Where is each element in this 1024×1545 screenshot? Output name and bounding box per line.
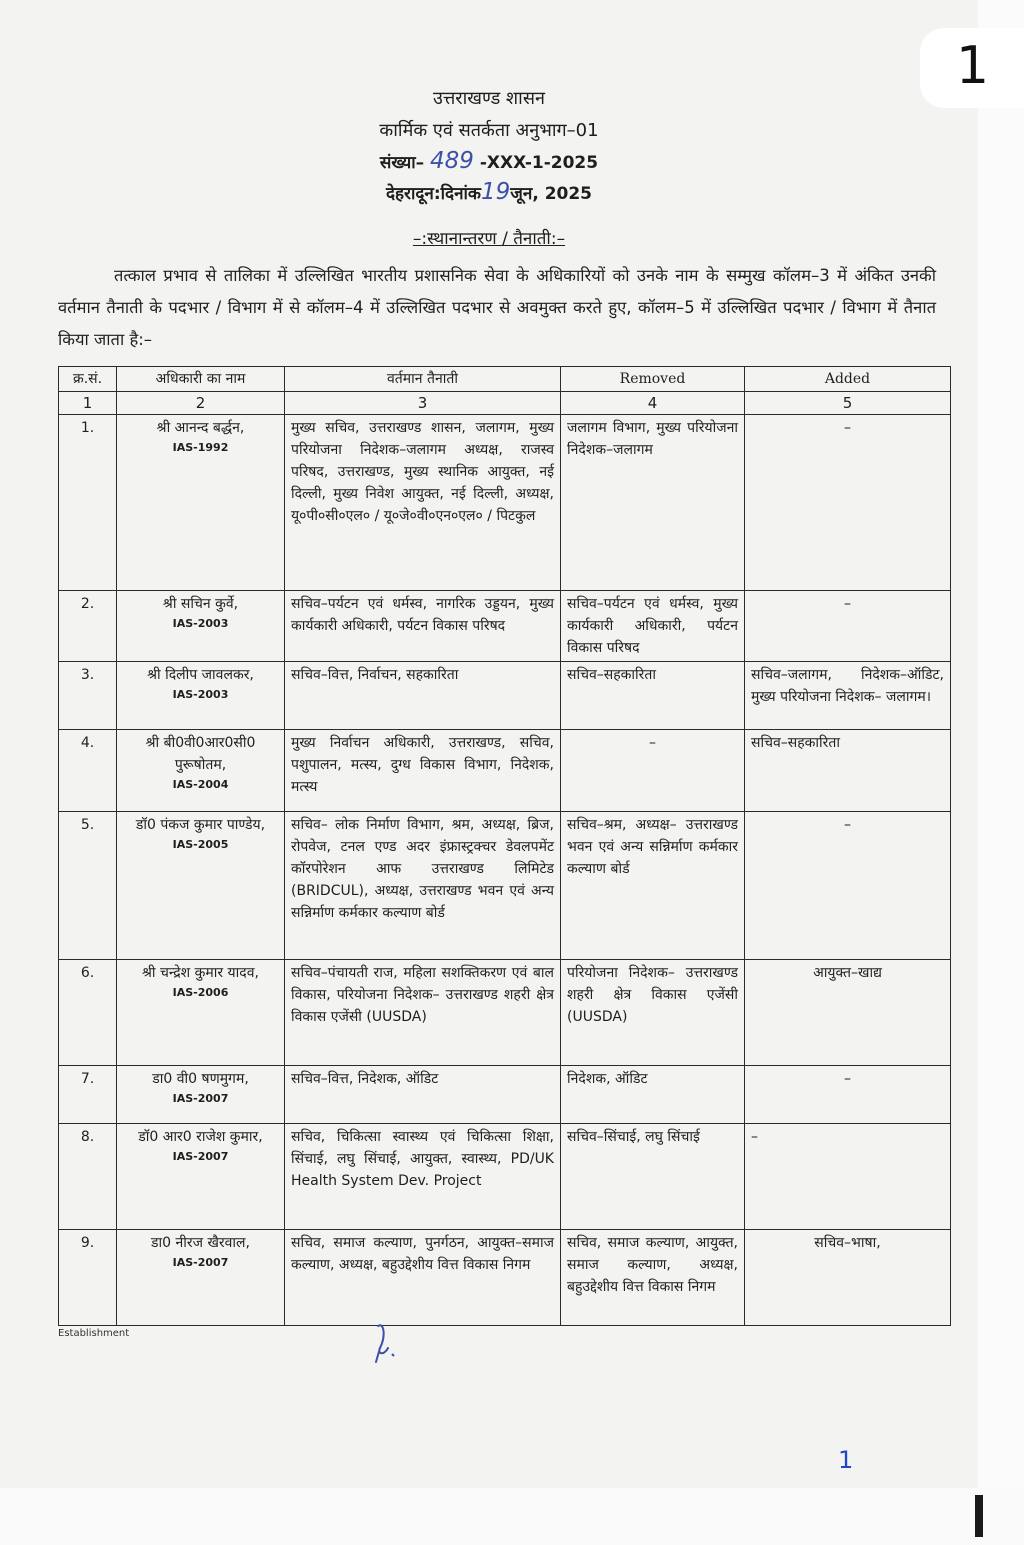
row-sn: 9. [59, 1230, 117, 1326]
order-number-handwritten: 489 [430, 148, 474, 174]
column-number: 2 [117, 392, 285, 415]
column-number-row [59, 392, 951, 415]
added-posting: – [745, 415, 951, 591]
order-number-prefix: संख्या– [379, 153, 425, 173]
officer-name-text: श्री सचिन कुर्वे, [162, 596, 239, 612]
table-header-row [59, 367, 951, 392]
current-posting: सचिव, समाज कल्याण, पुनर्गठन, आयुक्त–समाज कल्याण, अध्यक्ष, बहुउद्देशीय वित्त विकास निगम [285, 1230, 561, 1326]
signature-mark [370, 1318, 414, 1370]
row-sn: 4. [59, 730, 117, 812]
current-posting: मुख्य निर्वाचन अधिकारी, उत्तराखण्ड, सचिव, पशुपालन, मत्स्य, दुग्ध विकास विभाग, निदेशक, मत्स्य [285, 730, 561, 812]
officer-service: IAS-2007 [172, 1150, 229, 1163]
row-sn: 1. [59, 415, 117, 591]
table-row [59, 591, 951, 662]
order-subject: –:स्थानान्तरण / तैनाती:– [412, 229, 566, 249]
order-number-suffix: -XXX-1-2025 [479, 153, 599, 173]
bottom-margin [0, 1488, 1024, 1545]
added-posting: सचिव–भाषा, [745, 1230, 951, 1326]
table-row [59, 1066, 951, 1124]
officer-service: IAS-2003 [172, 688, 229, 701]
table-row [59, 1124, 951, 1230]
officer-service: IAS-2004 [172, 778, 229, 791]
officer-service: IAS-2007 [172, 1092, 229, 1105]
order-number [0, 148, 978, 174]
added-posting: आयुक्त–खाद्य [745, 960, 951, 1066]
officer-name-text: श्री आनन्द बर्द्धन, [156, 420, 245, 436]
officer-name [117, 1230, 285, 1326]
removed-posting: परियोजना निदेशक– उत्तराखण्ड शहरी क्षेत्र विकास एजेंसी (UUSDA) [561, 960, 745, 1066]
current-posting: सचिव–पर्यटन एवं धर्मस्व, नागरिक उड्डयन, मुख्य कार्यकारी अधिकारी, पर्यटन विकास परिषद [285, 591, 561, 662]
row-sn: 8. [59, 1124, 117, 1230]
edge-mark [975, 1495, 983, 1537]
removed-posting: निदेशक, ऑडिट [561, 1066, 745, 1124]
officer-name-text: डॉ0 आर0 राजेश कुमार, [138, 1129, 263, 1145]
officer-name [117, 1066, 285, 1124]
officer-name-text: श्री बी0वी0आर0सी0 पुरूषोतम, [145, 735, 256, 773]
column-number: 4 [561, 392, 745, 415]
column-number: 3 [285, 392, 561, 415]
removed-posting: सचिव–सहकारिता [561, 662, 745, 730]
department-name: कार्मिक एवं सतर्कता अनुभाग–01 [379, 120, 599, 141]
officer-service: IAS-2003 [172, 617, 229, 630]
header-sn: क्र.सं. [59, 367, 117, 392]
officer-service: IAS-2005 [172, 838, 229, 851]
order-date-handwritten: 19 [480, 179, 511, 205]
removed-posting: सचिव, समाज कल्याण, आयुक्त, समाज कल्याण, अध्यक्ष, बहुउद्देशीय वित्त विकास निगम [561, 1230, 745, 1326]
officer-name [117, 1124, 285, 1230]
officer-name-text: डॉ0 पंकज कुमार पाण्डेय, [135, 817, 266, 833]
officer-name [117, 960, 285, 1066]
intro-paragraph: तत्काल प्रभाव से तालिका में उल्लिखित भारतीय प्रशासनिक सेवा के अधिकारियों को उनके नाम के सम्मुख कॉलम–3 में अंकित उनकी वर्तमान तैनाती के पदभार / विभाग में से कॉलम–4 में उल्लिखित पदभार से अवमुक्त करते हुए, कॉलम–5 में उल्लिखित पदभार / विभाग में तैनात किया जाता है:– [58, 266, 936, 349]
row-sn: 5. [59, 812, 117, 960]
row-sn: 7. [59, 1066, 117, 1124]
added-posting: – [745, 1124, 951, 1230]
bottom-page-number: 1 [838, 1446, 854, 1474]
officer-name-text: डा0 नीरज खैरवाल, [151, 1235, 250, 1251]
officer-name-text: श्री दिलीप जावलकर, [147, 667, 254, 683]
current-posting: मुख्य सचिव, उत्तराखण्ड शासन, जलागम, मुख्य परियोजना निदेशक–जलागम अध्यक्ष, राजस्व परिषद, उत्तराखण्ड, मुख्य स्थानिक आयुक्त, नई दिल्ली, मुख्य निवेश आयुक्त, नई दिल्ली, अध्यक्ष, यू०पी०सी०एल० / यू०जे०वी०एन०एल० / पिटकुल [285, 415, 561, 591]
added-posting: सचिव–जलागम, निदेशक–ऑडिट, मुख्य परियोजना निदेशक– जलागम। [745, 662, 951, 730]
govt-name: उत्तराखण्ड शासन [432, 88, 545, 109]
current-posting: सचिव– लोक निर्माण विभाग, श्रम, अध्यक्ष, ब्रिज, रोपवेज, टनल एण्ड अदर इंफ्रास्ट्रक्चर डेवलपमेंट कॉरपोरेशन आफ उत्तराखण्ड लिमिटेड (BRIDCUL), अध्यक्ष, उत्तराखण्ड भवन एवं अन्य सन्निर्माण कर्मकार कल्याण बोर्ड [285, 812, 561, 960]
order-date [0, 179, 978, 205]
table-row [59, 662, 951, 730]
row-sn: 6. [59, 960, 117, 1066]
current-posting: सचिव–वित्त, निदेशक, ऑडिट [285, 1066, 561, 1124]
header-officer-name: अधिकारी का नाम [117, 367, 285, 392]
order-date-prefix: देहरादून:दिनांक [385, 184, 481, 204]
current-posting: सचिव–वित्त, निर्वाचन, सहकारिता [285, 662, 561, 730]
added-posting: सचिव–सहकारिता [745, 730, 951, 812]
transfer-table [58, 366, 951, 1326]
officer-service: IAS-2006 [172, 986, 229, 999]
header-current-posting: वर्तमान तैनाती [285, 367, 561, 392]
right-margin [978, 0, 1024, 1488]
officer-name [117, 730, 285, 812]
officer-service: IAS-1992 [172, 441, 229, 454]
column-number: 1 [59, 392, 117, 415]
removed-posting: सचिव–सिंचाई, लघु सिंचाई [561, 1124, 745, 1230]
added-posting: – [745, 1066, 951, 1124]
corner-page-number: 1 [956, 36, 990, 96]
table-row [59, 960, 951, 1066]
officer-name-text: डा0 वी0 षणमुगम, [152, 1071, 249, 1087]
table-row [59, 730, 951, 812]
current-posting: सचिव, चिकित्सा स्वास्थ्य एवं चिकित्सा शिक्षा, सिंचाई, लघु सिंचाई, आयुक्त, स्वास्थ्य, PD/UK Health System Dev. Project [285, 1124, 561, 1230]
column-number: 5 [745, 392, 951, 415]
header-added: Added [745, 367, 951, 392]
removed-posting: सचिव–पर्यटन एवं धर्मस्व, मुख्य कार्यकारी अधिकारी, पर्यटन विकास परिषद [561, 591, 745, 662]
current-posting: सचिव–पंचायती राज, महिला सशक्तिकरण एवं बाल विकास, परियोजना निदेशक– उत्तराखण्ड शहरी क्षेत्र विकास एजेंसी (UUSDA) [285, 960, 561, 1066]
added-posting: – [745, 591, 951, 662]
removed-posting: – [561, 730, 745, 812]
table-row [59, 1230, 951, 1326]
row-sn: 3. [59, 662, 117, 730]
added-posting: – [745, 812, 951, 960]
row-sn: 2. [59, 591, 117, 662]
removed-posting: सचिव–श्रम, अध्यक्ष– उत्तराखण्ड भवन एवं अन्य सन्निर्माण कर्मकार कल्याण बोर्ड [561, 812, 745, 960]
officer-name [117, 415, 285, 591]
officer-name [117, 662, 285, 730]
officer-name [117, 591, 285, 662]
removed-posting: जलागम विभाग, मुख्य परियोजना निदेशक–जलागम [561, 415, 745, 591]
footer-label: Establishment [58, 1328, 130, 1339]
table-row [59, 812, 951, 960]
officer-name [117, 812, 285, 960]
order-date-suffix: जून, 2025 [510, 184, 593, 204]
header-removed: Removed [561, 367, 745, 392]
officer-service: IAS-2007 [172, 1256, 229, 1269]
officer-name-text: श्री चन्द्रेश कुमार यादव, [142, 965, 259, 981]
table-row [59, 415, 951, 591]
